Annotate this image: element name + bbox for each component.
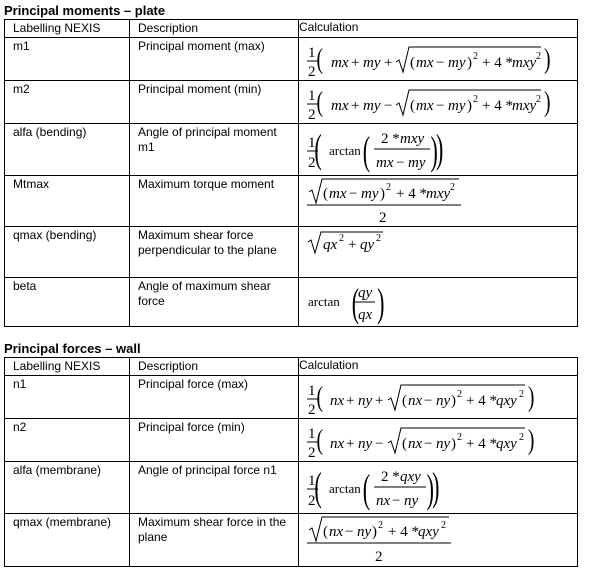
row-description: Angle of maximum shear force: [130, 278, 299, 327]
svg-text:): ): [430, 128, 438, 173]
svg-text:1: 1: [308, 383, 316, 399]
svg-text:nx: nx: [329, 524, 344, 540]
svg-text:+ 4 *: + 4 *: [396, 186, 427, 202]
table-row: [5, 124, 578, 176]
row-formula: [299, 462, 578, 514]
row-label: qmax (membrane): [5, 514, 130, 567]
svg-text:2: 2: [308, 155, 316, 171]
svg-text:+ 4 *: + 4 *: [388, 524, 419, 540]
row-description: Principal moment (max): [130, 38, 299, 81]
svg-text:2: 2: [536, 94, 541, 105]
svg-text:qy: qy: [360, 237, 375, 253]
svg-text:my: my: [363, 98, 381, 114]
svg-text:my: my: [408, 155, 426, 171]
table-row: [5, 514, 578, 567]
svg-text:(: (: [410, 55, 415, 71]
svg-text:−: −: [396, 155, 405, 171]
svg-text:2: 2: [308, 64, 316, 80]
row-label: alfa (bending): [5, 124, 130, 176]
svg-text:2: 2: [379, 210, 387, 226]
svg-text:my: my: [448, 98, 466, 114]
svg-text:(: (: [316, 381, 324, 413]
svg-text:): ): [467, 55, 472, 71]
svg-text:+: +: [375, 393, 384, 409]
row-formula: [299, 376, 578, 419]
svg-text:mx: mx: [416, 98, 434, 114]
svg-text:mxy: mxy: [426, 186, 451, 202]
svg-text:mx: mx: [331, 55, 349, 71]
svg-text:(: (: [351, 280, 360, 325]
svg-text:qxy: qxy: [418, 524, 439, 540]
svg-text:(: (: [362, 466, 371, 511]
svg-text:): ): [527, 381, 535, 413]
svg-text:nx: nx: [330, 393, 345, 409]
svg-text:+: +: [346, 436, 355, 452]
svg-text:): ): [380, 186, 385, 202]
svg-text:mx: mx: [376, 155, 394, 171]
svg-text:1: 1: [308, 473, 316, 489]
svg-text:): ): [435, 126, 444, 171]
svg-text:+ 4 *: + 4 *: [482, 98, 513, 114]
svg-text:(: (: [362, 128, 371, 173]
row-label: n1: [5, 376, 130, 419]
formula-qmax-bending: [299, 227, 577, 277]
formula-n2: [299, 419, 577, 461]
svg-text:+: +: [351, 55, 360, 71]
table-row: [5, 376, 578, 419]
svg-text:): ): [527, 424, 535, 456]
svg-text:−: −: [349, 186, 358, 202]
svg-text:ny: ny: [358, 436, 373, 452]
formula-alfa-membrane: [299, 462, 577, 513]
row-description: Maximum shear force perpendicular to the plane: [130, 227, 299, 278]
formula-mtmax: [299, 176, 577, 226]
svg-text:arctan: arctan: [329, 143, 361, 158]
header-description: Description: [130, 358, 299, 376]
formula-m1: [299, 38, 577, 80]
svg-text:mxy: mxy: [400, 131, 425, 147]
svg-text:(: (: [323, 524, 328, 540]
svg-text:2: 2: [457, 432, 462, 443]
header-description: Description: [130, 20, 299, 38]
svg-text:): ): [467, 98, 472, 114]
table-row: [5, 278, 578, 327]
row-formula: [299, 124, 578, 176]
svg-text:−: −: [384, 98, 393, 114]
svg-text:1: 1: [308, 88, 316, 104]
svg-text:2: 2: [519, 432, 524, 443]
row-label: m1: [5, 38, 130, 81]
row-description: Maximum shear force in the plane: [130, 514, 299, 567]
svg-text:+ 4 *: + 4 *: [466, 436, 497, 452]
svg-text:+ 4 *: + 4 *: [466, 393, 497, 409]
svg-text:): ): [544, 86, 551, 118]
svg-text:+: +: [348, 237, 357, 253]
svg-text:2 *: 2 *: [381, 469, 400, 485]
svg-text:2: 2: [450, 182, 455, 193]
header-labelling: Labelling NEXIS: [5, 358, 130, 376]
table-row: [5, 462, 578, 514]
svg-text:qy: qy: [358, 285, 373, 301]
svg-text:−: −: [424, 393, 433, 409]
row-description: Maximum torque moment: [130, 176, 299, 227]
svg-text:2: 2: [308, 445, 316, 461]
svg-text:−: −: [375, 436, 384, 452]
svg-text:+: +: [351, 98, 360, 114]
svg-text:−: −: [436, 55, 445, 71]
svg-text:−: −: [392, 493, 401, 509]
row-description: Principal moment (min): [130, 81, 299, 124]
svg-text:): ): [451, 393, 456, 409]
svg-text:2: 2: [457, 389, 462, 400]
table-row: [5, 38, 578, 81]
svg-text:ny: ny: [404, 493, 419, 509]
svg-text:qxy: qxy: [400, 469, 421, 485]
svg-text:qxy: qxy: [496, 393, 517, 409]
table-header-row: [5, 358, 578, 376]
svg-text:mx: mx: [331, 98, 349, 114]
svg-text:qx: qx: [358, 307, 373, 323]
row-formula: [299, 176, 578, 227]
row-formula: [299, 278, 578, 327]
svg-text:2: 2: [519, 389, 524, 400]
svg-text:2: 2: [375, 549, 383, 565]
wall-section-title: Principal forces – wall: [4, 341, 141, 356]
svg-text:): ): [377, 280, 385, 325]
formula-qmax-membrane: [299, 514, 577, 566]
svg-text:2: 2: [308, 493, 316, 509]
svg-text:2: 2: [473, 94, 478, 105]
svg-text:arctan: arctan: [308, 294, 340, 309]
svg-text:(: (: [314, 464, 322, 509]
table-row: [5, 81, 578, 124]
svg-text:my: my: [363, 55, 381, 71]
svg-text:(: (: [402, 436, 407, 452]
table-row: [5, 227, 578, 278]
row-description: Principal force (min): [130, 419, 299, 462]
svg-text:): ): [451, 436, 456, 452]
svg-text:): ): [432, 464, 440, 509]
svg-text:(: (: [314, 126, 322, 171]
svg-text:qx: qx: [323, 237, 338, 253]
svg-text:2: 2: [441, 520, 446, 531]
row-formula: [299, 514, 578, 567]
table-header-row: [5, 20, 578, 38]
svg-text:+: +: [384, 55, 393, 71]
svg-text:−: −: [424, 436, 433, 452]
svg-text:(: (: [316, 86, 324, 118]
svg-text:): ): [426, 466, 434, 511]
svg-text:(: (: [402, 393, 407, 409]
row-label: n2: [5, 419, 130, 462]
svg-text:mx: mx: [416, 55, 434, 71]
wall-table: [4, 357, 578, 567]
svg-text:ny: ny: [358, 393, 373, 409]
svg-text:ny: ny: [436, 393, 451, 409]
svg-text:(: (: [316, 43, 324, 75]
plate-table: [4, 19, 578, 327]
table-row: [5, 176, 578, 227]
svg-text:2: 2: [308, 107, 316, 123]
svg-text:−: −: [436, 98, 445, 114]
formula-beta: [299, 278, 577, 326]
svg-text:2: 2: [308, 402, 316, 418]
svg-text:1: 1: [308, 135, 316, 151]
svg-text:(: (: [410, 98, 415, 114]
svg-text:2: 2: [536, 51, 541, 62]
row-formula: [299, 227, 578, 278]
formula-m2: [299, 81, 577, 123]
svg-text:2: 2: [386, 182, 391, 193]
row-label: m2: [5, 81, 130, 124]
row-label: Mtmax: [5, 176, 130, 227]
svg-text:(: (: [316, 424, 324, 456]
svg-text:1: 1: [308, 45, 316, 61]
row-formula: [299, 38, 578, 81]
row-formula: [299, 81, 578, 124]
svg-text:ny: ny: [436, 436, 451, 452]
row-label: qmax (bending): [5, 227, 130, 278]
svg-text:(: (: [323, 186, 328, 202]
svg-text:1: 1: [308, 426, 316, 442]
svg-text:2: 2: [473, 51, 478, 62]
table-row: [5, 419, 578, 462]
svg-text:nx: nx: [408, 393, 423, 409]
svg-text:2: 2: [376, 233, 381, 244]
svg-text:+: +: [346, 393, 355, 409]
svg-text:mxy: mxy: [512, 55, 537, 71]
header-calculation: Calculation: [299, 358, 578, 376]
svg-text:−: −: [345, 524, 354, 540]
row-formula: [299, 419, 578, 462]
row-label: alfa (membrane): [5, 462, 130, 514]
row-description: Angle of principal force n1: [130, 462, 299, 514]
svg-text:): ): [544, 43, 551, 75]
header-calculation: Calculation: [299, 20, 578, 38]
row-label: beta: [5, 278, 130, 327]
svg-text:mxy: mxy: [512, 98, 537, 114]
svg-text:nx: nx: [376, 493, 391, 509]
formula-n1: [299, 376, 577, 418]
svg-text:2 *: 2 *: [381, 131, 400, 147]
formula-alfa-bending: [299, 124, 577, 175]
row-description: Angle of principal moment m1: [130, 124, 299, 176]
svg-text:+ 4 *: + 4 *: [482, 55, 513, 71]
svg-text:): ): [372, 524, 377, 540]
row-description: Principal force (max): [130, 376, 299, 419]
svg-text:qxy: qxy: [496, 436, 517, 452]
svg-text:2: 2: [378, 520, 383, 531]
svg-text:my: my: [361, 186, 379, 202]
svg-text:my: my: [448, 55, 466, 71]
svg-text:nx: nx: [330, 436, 345, 452]
header-labelling: Labelling NEXIS: [5, 20, 130, 38]
svg-text:nx: nx: [408, 436, 423, 452]
plate-section-title: Principal moments – plate: [4, 3, 166, 18]
svg-text:mx: mx: [329, 186, 347, 202]
svg-text:arctan: arctan: [329, 481, 361, 496]
svg-text:2: 2: [339, 233, 344, 244]
svg-text:ny: ny: [357, 524, 372, 540]
